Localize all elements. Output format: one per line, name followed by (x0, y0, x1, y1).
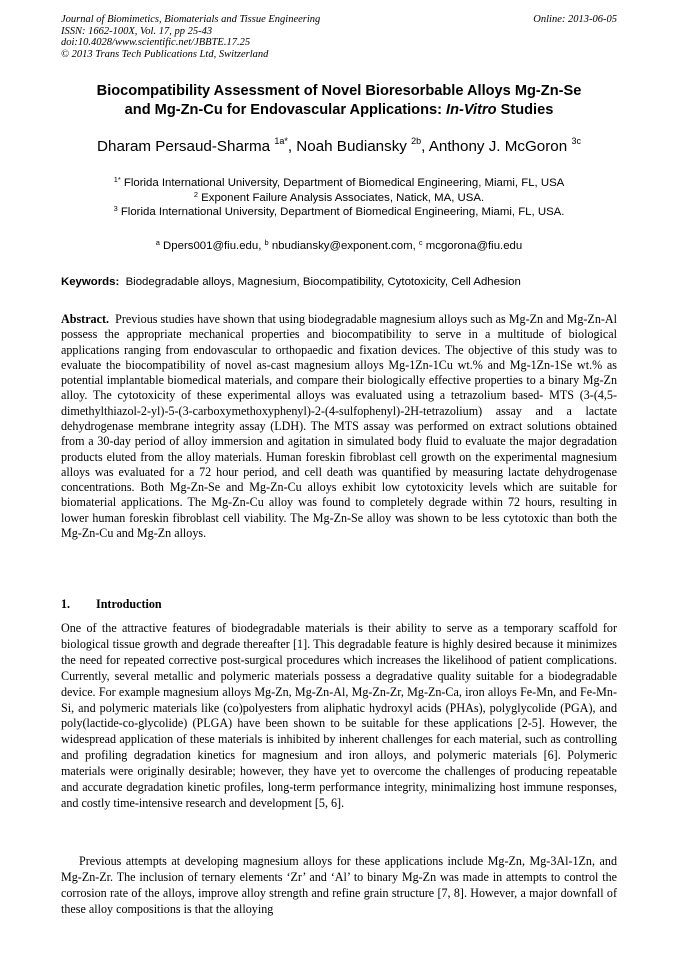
email-address: nbudiansky@exponent.com, (268, 240, 419, 252)
affiliation-mark: 1* (113, 175, 121, 184)
intro-paragraph-2: Previous attempts at developing magnesium alloys for these applications include Mg-Zn, Mg-3Al-1Zn, and Mg-Zn-Zr. The inclusion of ternary elements ‘Zr’ and ‘Al’ to binary Mg-Zn was made in attempts to control the corrosion rate of the alloys, improve alloy strength and refine grain structure [7, 8]. However, a major downfall of these alloy compositions is that the alloying (61, 854, 617, 916)
email-address: mcgorona@fiu.edu (422, 240, 523, 252)
affiliation-text: Exponent Failure Analysis Associates, Natick, MA, USA. (197, 191, 485, 204)
affiliations (61, 176, 617, 220)
journal-doi: doi:10.4028/www.scientific.net/JBBTE.17.25 (61, 37, 251, 49)
title-line-1: Biocompatibility Assessment of Novel Bioresorbable Alloys Mg-Zn-Se (96, 83, 582, 99)
author-separator: , (287, 138, 297, 155)
journal-issn: ISSN: 1662-100X, Vol. 17, pp 25-43 (61, 25, 213, 37)
journal-copyright: © 2013 Trans Tech Publications Ltd, Switzerland (61, 48, 269, 60)
journal-name: Journal of Biomimetics, Biomaterials and Tissue Engineering (61, 14, 321, 25)
journal-header (61, 14, 617, 60)
author-name: Anthony J. McGoron (428, 138, 568, 155)
section-title: Introduction (96, 597, 162, 611)
author-name: Noah Budiansky (296, 138, 407, 155)
author-list (61, 137, 617, 157)
section-heading (61, 597, 617, 612)
affiliation-line (61, 205, 617, 220)
title-line-2-end: Studies (496, 102, 554, 118)
section-number: 1. (61, 597, 71, 611)
author-separator: , (421, 138, 429, 155)
affiliation-mark: 3 (113, 204, 118, 214)
email-mark: c (418, 238, 423, 247)
email-mark: a (155, 238, 160, 247)
online-date: Online: 2013-06-05 (533, 14, 617, 25)
abstract-label: Abstract. (61, 312, 110, 326)
author-affiliation-mark: 3c (571, 136, 581, 146)
paper-title (61, 82, 617, 120)
intro-paragraph-1: One of the attractive features of biodegradable materials is their ability to serve as a temporary scaffold for biological tissue growth and degrade thereafter [1]. This degradable feature is highly desired because it minimizes the need for repeated corrective post-surgical procedures which increases the likelihood of patient complications. Currently, several metallic and polymeric materials possess a degradative quality suitable for a biodegradable device. For example magnesium alloys Mg-Zn, Mg-Zn-Al, Mg-Zn-Zr, Mg-Zn-Ca, iron alloys Fe-Mn, and Fe-Mn-Si, and polymeric materials like (co)polyesters from aliphatic hydroxyl acids (PHAs), polyglycolide (PGA), and poly(lactide-co-glycolide) (PLGA) have been shown to be suitable for these applications [2-5]. However, the widespread application of these materials is inhibited by inherent challenges for each material, such as controlling and profiling degradation kinetics for magnesium and iron alloys, and polymeric materials [6]. Polymeric materials were originally desirable; however, they have yet to overcome the challenges of producing repeatable and accurate degradation kinetic profiles, long-term performance integrity, minimalizing host immune responses, and costly time-intensive research and development [5, 6]. (61, 621, 617, 810)
keywords-text: Biodegradable alloys, Magnesium, Biocompatibility, Cytotoxicity, Cell Adhesion (125, 276, 521, 288)
affiliation-line (61, 191, 617, 206)
affiliation-mark: 2 (193, 189, 198, 199)
email-mark: b (264, 238, 269, 247)
affiliation-line (61, 176, 617, 191)
affiliation-text: Florida International University, Department of Biomedical Engineering, Miami, FL, USA (120, 177, 565, 189)
keywords-label: Keywords: (61, 276, 120, 288)
email-address: Dpers001@fiu.edu, (159, 240, 265, 252)
abstract-text: Previous studies have shown that using biodegradable magnesium alloys such as Mg-Zn and Mg-Zn-Al possess the appropriate mechanical properties and biocompatibility to serve in a multitude of biological applications ranging from endovascular to orthopaedic and fixation devices. The objective of this study was to evaluate the biocompatibility of novel as-cast magnesium alloys Mg-1Zn-1Cu wt.% and Mg-1Zn-1Se wt.% as potential implantable biomedical materials, and compare their biologically effective properties to a binary Mg-Zn alloy. The cytotoxicity of these experimental alloys was evaluated using a tetrazolium based- MTS (3-(4,5-dimethylthiazol-2-yl)-5-(3-carboxymethoxyphenyl)-2-(4-sulfophenyl)-2H-tetrazolium) assay and a lactate dehydrogenase membrane integrity assay (LDH). The MTS assay was performed on extract solutions obtained from a 30-day period of alloy immersion and agitation in simulated body fluid to evaluate the major degradation products eluted from the alloy materials. Human foreskin fibroblast cell growth on the experimental magnesium alloys was evaluated for a 72 hour period, and cell death was quantified by measuring lactate dehydrogenase concentrations. Both Mg-Zn-Se and Mg-Zn-Cu alloys exhibit low cytotoxicity levels which are suitable for biomaterial applications. The Mg-Zn-Cu alloy was found to completely degrade within 72 hours, resulting in lower human foreskin fibroblast cell viability. The Mg-Zn-Se alloy was shown to be less cytotoxic than both the Mg-Zn-Cu and Mg-Zn alloys. (61, 312, 617, 540)
keywords (61, 275, 617, 289)
abstract (61, 312, 617, 541)
author-emails (61, 239, 617, 253)
title-line-2-start: and Mg-Zn-Cu for Endovascular Applications: (124, 102, 447, 118)
title-italic: In-Vitro (446, 102, 497, 118)
author-affiliation-mark: 2b (411, 136, 422, 146)
author-name: Dharam Persaud-Sharma (97, 138, 271, 155)
title-line-2 (61, 101, 617, 120)
affiliation-text: Florida International University, Department of Biomedical Engineering, Miami, FL, USA. (117, 206, 565, 219)
author-affiliation-mark: 1a* (274, 136, 288, 146)
